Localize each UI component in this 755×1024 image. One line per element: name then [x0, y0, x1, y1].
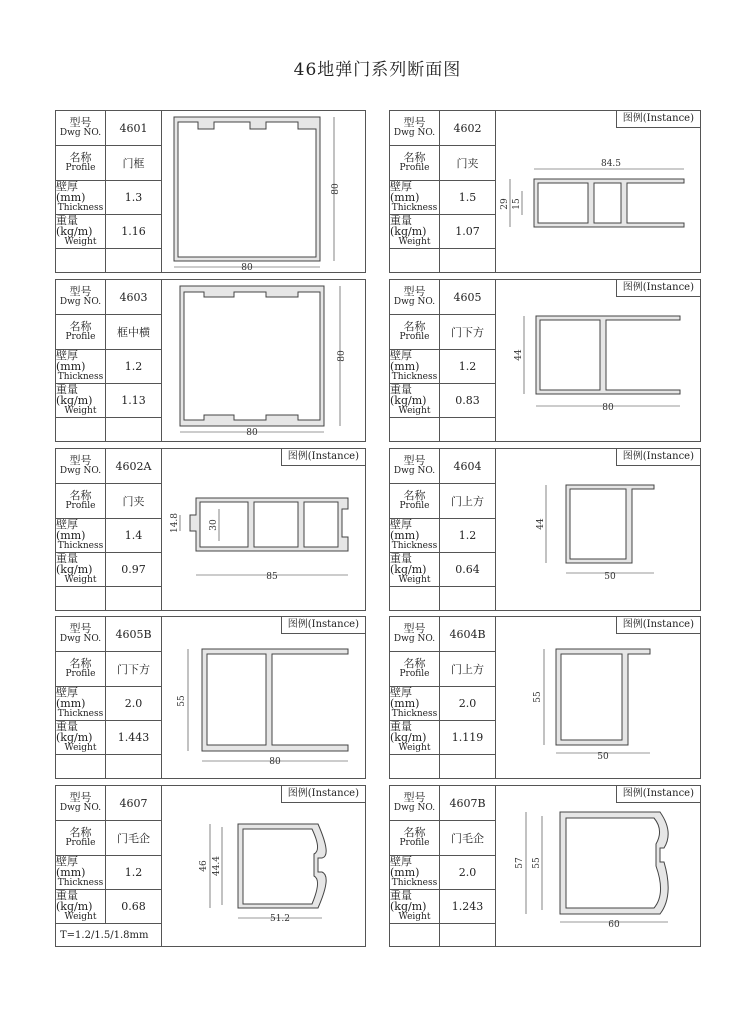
profile-section-shape [556, 649, 650, 745]
weight-value: 0.83 [455, 394, 480, 407]
field-label: 名称 Profile [56, 146, 106, 180]
spec-row [56, 215, 161, 249]
profile-name: 门夹 [122, 495, 145, 508]
profile-section-shape [566, 485, 654, 563]
spec-row [56, 249, 161, 273]
field-label: 名称 Profile [390, 821, 440, 855]
field-label: 壁厚 (mm) Thickness [56, 687, 106, 720]
spec-row [390, 652, 495, 687]
dimension-label: 50 [597, 752, 609, 762]
spec-row [56, 181, 161, 215]
thickness-value: 2.0 [124, 697, 143, 710]
dwg-number: 4603 [119, 290, 148, 304]
dwg-number: 4605B [115, 627, 152, 641]
field-label: 壁厚 (mm) Thickness [390, 856, 440, 889]
spec-row [390, 280, 495, 315]
dimension-label: 55 [177, 695, 187, 707]
profile-drawing-4604 [496, 449, 700, 610]
dimension-label: 57 [515, 857, 525, 869]
field-label: 型号 Dwg NO. [390, 617, 440, 651]
spec-row [56, 315, 161, 350]
field-label: 壁厚 (mm) Thickness [390, 687, 440, 720]
field-label: 名称 Profile [390, 652, 440, 686]
spec-row [56, 687, 161, 721]
dimension-label: 84.5 [600, 159, 622, 169]
field-label: 型号 Dwg NO. [56, 280, 106, 314]
spec-row [390, 146, 495, 181]
field-label [56, 418, 106, 442]
thickness-value: 1.2 [124, 360, 143, 373]
spec-row [390, 449, 495, 484]
spec-row [390, 249, 495, 273]
field-label: 重量 (kg/m) Weight [56, 384, 106, 417]
field-label: 壁厚 (mm) Thickness [390, 519, 440, 552]
dimension-label: 44 [514, 349, 524, 361]
spec-table [56, 449, 162, 610]
spec-row [56, 350, 161, 384]
profile-card-4602 [389, 110, 701, 273]
spec-row [390, 721, 495, 755]
spec-row [390, 553, 495, 587]
spec-row [56, 856, 161, 890]
spec-row [390, 350, 495, 384]
profile-section-shape [180, 286, 324, 426]
dimension-label: 60 [608, 920, 620, 930]
thickness-note: T=1.2/1.5/1.8mm [60, 930, 149, 941]
spec-row [390, 181, 495, 215]
field-label: 重量 (kg/m) Weight [390, 384, 440, 417]
profile-card-4603 [55, 279, 366, 442]
dimension-label: 85 [266, 572, 278, 582]
field-label: 重量 (kg/m) Weight [390, 215, 440, 248]
field-label: 壁厚 (mm) Thickness [56, 181, 106, 214]
spec-row [390, 821, 495, 856]
thickness-value: 1.5 [458, 191, 477, 204]
field-label: 壁厚 (mm) Thickness [390, 350, 440, 383]
field-label: 名称 Profile [56, 315, 106, 349]
spec-row [56, 755, 161, 779]
profile-name: 门下方 [451, 326, 484, 339]
spec-row [390, 384, 495, 418]
dimension-label: 55 [533, 691, 543, 703]
field-label [390, 249, 440, 273]
spec-row [56, 821, 161, 856]
weight-value: 1.13 [121, 394, 146, 407]
spec-row [390, 111, 495, 146]
spec-row [390, 215, 495, 249]
spec-row [390, 890, 495, 924]
field-label [390, 418, 440, 442]
field-label: 名称 Profile [56, 821, 106, 855]
spec-row [390, 786, 495, 821]
field-label: 名称 Profile [390, 484, 440, 518]
profile-name: 门上方 [451, 495, 484, 508]
spec-row [390, 484, 495, 519]
dimension-label: 29 [500, 198, 510, 210]
spec-row [56, 890, 161, 924]
thickness-value: 1.2 [458, 360, 477, 373]
field-label: 重量 (kg/m) Weight [56, 721, 106, 754]
dwg-number: 4602A [115, 459, 152, 473]
profile-name: 框中横 [117, 326, 150, 339]
dwg-number: 4604B [449, 627, 486, 641]
profile-name: 门框 [122, 157, 145, 170]
thickness-value: 1.3 [124, 191, 143, 204]
spec-row [390, 687, 495, 721]
spec-row [56, 449, 161, 484]
profile-section-shape [534, 179, 684, 227]
weight-value: 1.243 [451, 900, 484, 913]
dimension-label: 80 [269, 757, 281, 767]
field-label: 型号 Dwg NO. [390, 786, 440, 820]
field-label: 重量 (kg/m) Weight [56, 215, 106, 248]
profile-drawing-4601 [162, 111, 365, 272]
instance-label: 图例(Instance) [616, 280, 700, 297]
weight-value: 1.16 [121, 225, 146, 238]
field-label: 名称 Profile [390, 146, 440, 180]
dwg-number: 4605 [453, 290, 482, 304]
field-label: 型号 Dwg NO. [390, 111, 440, 145]
field-label: 重量 (kg/m) Weight [56, 553, 106, 586]
spec-table [56, 111, 162, 272]
spec-table [390, 617, 496, 778]
field-label [390, 755, 440, 779]
profile-name: 门夹 [456, 157, 479, 170]
spec-row [56, 146, 161, 181]
spec-row [390, 519, 495, 553]
weight-value: 0.97 [121, 563, 146, 576]
thickness-value: 2.0 [458, 866, 477, 879]
dwg-number: 4607 [119, 796, 148, 810]
spec-row [56, 418, 161, 442]
instance-label: 图例(Instance) [616, 786, 700, 803]
spec-row [390, 755, 495, 779]
dwg-number: 4602 [453, 121, 482, 135]
profile-section-shape [536, 316, 680, 394]
dimension-label: 15 [512, 198, 522, 210]
field-label: 名称 Profile [390, 315, 440, 349]
profile-name: 门下方 [117, 663, 150, 676]
dimension-label: 51.2 [269, 914, 291, 924]
instance-label: 图例(Instance) [616, 617, 700, 634]
page-title: 46地弹门系列断面图 [293, 60, 462, 80]
field-label [56, 755, 106, 779]
dimension-label: 80 [337, 350, 347, 362]
profile-drawing-4607 [162, 786, 365, 946]
dwg-number: 4607B [449, 796, 486, 810]
field-label: 壁厚 (mm) Thickness [56, 519, 106, 552]
profile-drawing-4603 [162, 280, 365, 441]
spec-table [390, 111, 496, 272]
spec-row [56, 484, 161, 519]
weight-value: 1.443 [117, 731, 150, 744]
spec-table [390, 280, 496, 441]
spec-row [390, 617, 495, 652]
profile-section-shape [238, 824, 326, 908]
dimension-label: 14.8 [170, 512, 180, 534]
dwg-number: 4604 [453, 459, 482, 473]
weight-value: 1.119 [451, 731, 484, 744]
spec-row [56, 924, 161, 947]
profile-card-4604B [389, 616, 701, 779]
dimension-label: 44 [536, 518, 546, 530]
field-label: 重量 (kg/m) Weight [56, 890, 106, 923]
spec-row [56, 519, 161, 553]
spec-table [56, 280, 162, 441]
spec-row [56, 786, 161, 821]
dimension-label: 80 [246, 428, 258, 438]
dwg-number: 4601 [119, 121, 148, 135]
field-label [390, 587, 440, 611]
profile-drawing-4605 [496, 280, 700, 441]
field-label: 名称 Profile [56, 484, 106, 518]
weight-value: 0.68 [121, 900, 146, 913]
thickness-value: 2.0 [458, 697, 477, 710]
dim-height: 80 [331, 183, 341, 195]
profile-name: 门毛企 [451, 832, 484, 845]
dim-width: 80 [241, 263, 253, 272]
profile-drawing-4605B [162, 617, 365, 778]
instance-label: 图例(Instance) [281, 449, 365, 466]
instance-label: 图例(Instance) [616, 111, 700, 128]
field-label: 壁厚 (mm) Thickness [390, 181, 440, 214]
profile-drawing-4607B [496, 786, 700, 946]
instance-label: 图例(Instance) [281, 617, 365, 634]
thickness-value: 1.4 [124, 529, 143, 542]
field-label: 重量 (kg/m) Weight [390, 890, 440, 923]
instance-label: 图例(Instance) [281, 786, 365, 803]
field-label: 名称 Profile [56, 652, 106, 686]
spec-table [390, 449, 496, 610]
spec-row [56, 553, 161, 587]
spec-row [56, 111, 161, 146]
profile-card-4601 [55, 110, 366, 273]
instance-label: 图例(Instance) [616, 449, 700, 466]
field-label: 型号 Dwg NO. [56, 617, 106, 651]
field-label: 型号 Dwg NO. [56, 111, 106, 145]
profile-drawing-4602 [496, 111, 700, 272]
field-label [390, 924, 440, 947]
profile-card-4607 [55, 785, 366, 947]
spec-row [390, 587, 495, 611]
field-label [56, 249, 106, 273]
profile-card-4607B [389, 785, 701, 947]
thickness-value: 1.2 [458, 529, 477, 542]
dimension-label: 46 [199, 860, 209, 872]
field-label [56, 587, 106, 611]
spec-row [56, 587, 161, 611]
spec-table [56, 786, 162, 946]
spec-row [56, 721, 161, 755]
profile-section-shape [202, 649, 348, 751]
profile-drawing-4604B [496, 617, 700, 778]
field-label: 型号 Dwg NO. [390, 449, 440, 483]
spec-row [56, 652, 161, 687]
profile-section-shape [560, 812, 668, 914]
spec-table [390, 786, 496, 946]
dimension-label: 30 [209, 519, 219, 531]
spec-row [390, 315, 495, 350]
spec-row [390, 418, 495, 442]
field-label: 型号 Dwg NO. [56, 786, 106, 820]
field-label: 型号 Dwg NO. [390, 280, 440, 314]
spec-row [390, 924, 495, 947]
dimension-label: 55 [532, 857, 542, 869]
profile-name: 门上方 [451, 663, 484, 676]
dimension-label: 80 [602, 403, 614, 413]
spec-row [390, 856, 495, 890]
profile-section-shape [174, 117, 320, 261]
weight-value: 0.64 [455, 563, 480, 576]
spec-table [56, 617, 162, 778]
profile-card-4604 [389, 448, 701, 611]
weight-value: 1.07 [455, 225, 480, 238]
field-label: 壁厚 (mm) Thickness [56, 856, 106, 889]
field-label: 型号 Dwg NO. [56, 449, 106, 483]
profile-card-4602A [55, 448, 366, 611]
field-label: 壁厚 (mm) Thickness [56, 350, 106, 383]
profile-card-4605B [55, 616, 366, 779]
dimension-label: 44.4 [212, 855, 222, 877]
spec-row [56, 280, 161, 315]
dimension-label: 50 [604, 572, 616, 582]
field-label: 重量 (kg/m) Weight [390, 721, 440, 754]
profile-name: 门毛企 [117, 832, 150, 845]
spec-row [56, 384, 161, 418]
profile-card-4605 [389, 279, 701, 442]
thickness-value: 1.2 [124, 866, 143, 879]
field-label: 重量 (kg/m) Weight [390, 553, 440, 586]
profile-drawing-4602A [162, 449, 365, 610]
spec-row [56, 617, 161, 652]
